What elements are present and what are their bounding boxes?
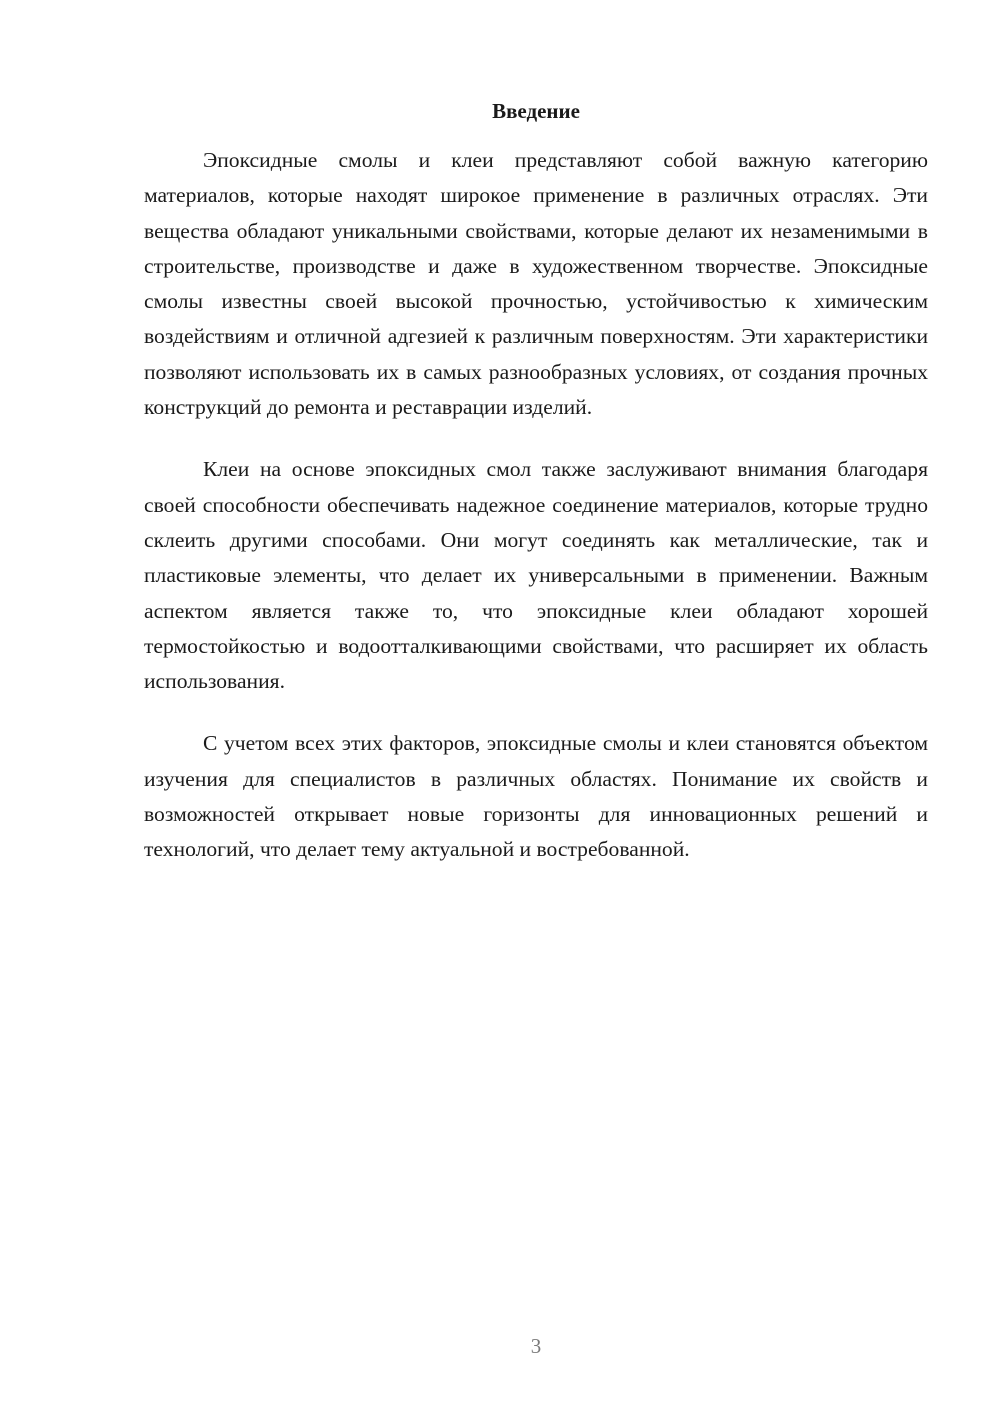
paragraph-2: Клеи на основе эпоксидных смол также заслуживают внимания благодаря своей способности обеспечивать надежное соединение материалов, которые трудно склеить другими способами. Они могут соединять как металлические, так и пластиковые элементы, что делает их универсальными в применении. Важным аспектом является также то, что эпоксидные клеи обладают хорошей термостойкостью и водоотталкивающими свойствами, что расширяет их область использования. xyxy=(144,457,928,694)
section-heading: Введение xyxy=(492,99,580,123)
paragraph-1: Эпоксидные смолы и клеи представляют собой важную категорию материалов, которые находят широкое применение в различных отраслях. Эти вещества обладают уникальными свойствами, которые делают их незаменимыми в строительстве, производстве и даже в художественном творчестве. Эпоксидные смолы известны своей высокой прочностью, устойчивостью к химическим воздействиям и отличной адгезией к различным поверхностям. Эти характеристики позволяют использовать их в самых разнообразных условиях, от создания прочных конструкций до ремонта и реставрации изделий. xyxy=(144,148,928,420)
paragraph-3: С учетом всех этих факторов, эпоксидные смолы и клеи становятся объектом изучения для специалистов в различных областях. Понимание их свойств и возможностей открывает новые горизонты для инновационных решений и технологий, что делает тему актуальной и востребованной. xyxy=(144,731,928,862)
document-body xyxy=(144,96,928,868)
page-number: 3 xyxy=(530,1334,542,1358)
